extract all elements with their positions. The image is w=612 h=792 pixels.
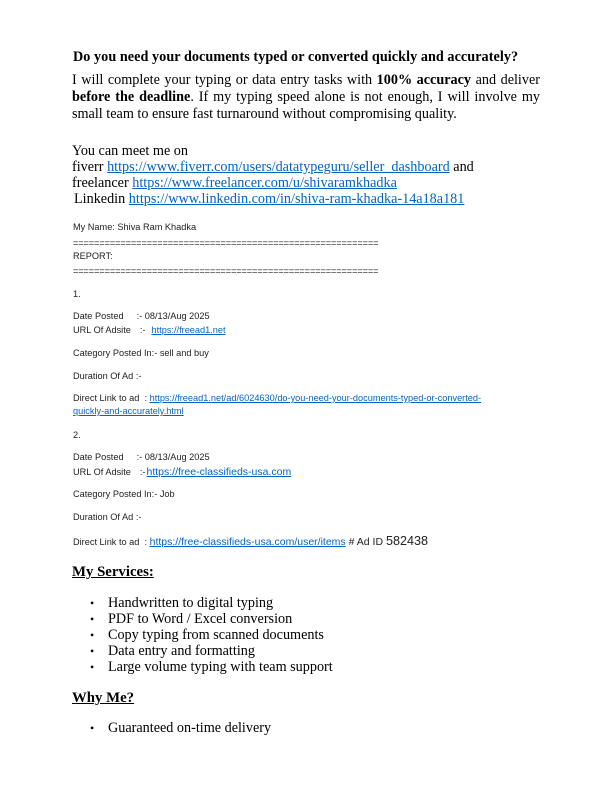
url-label: URL Of Adsite bbox=[73, 325, 131, 335]
service-text: PDF to Word / Excel conversion bbox=[108, 611, 293, 627]
entry-2-direct-link-url[interactable]: https://free-classifieds-usa.com/user/items bbox=[149, 536, 346, 548]
service-text: Data entry and formatting bbox=[108, 643, 255, 659]
intro-bold-deadline: before the deadline bbox=[72, 89, 191, 105]
services-list-item bbox=[90, 611, 333, 627]
url-sep: :- bbox=[139, 325, 146, 335]
bullet-icon: • bbox=[90, 596, 95, 610]
services-title: My Services: bbox=[72, 564, 154, 580]
report-name-line: My Name: Shiva Ram Khadka bbox=[73, 222, 197, 232]
date-value: :- 08/13/Aug 2025 bbox=[136, 311, 210, 321]
intro-bold-accuracy: 100% accuracy bbox=[376, 72, 472, 88]
contact-linkedin-line bbox=[74, 191, 464, 207]
services-list-item bbox=[90, 643, 333, 659]
page-heading: Do you need your documents typed or converted quickly and accurately? bbox=[73, 49, 519, 65]
bullet-icon: • bbox=[90, 644, 95, 658]
intro-text: I will complete your typing or data entry tasks with bbox=[72, 72, 377, 88]
service-text: Large volume typing with team support bbox=[108, 659, 333, 675]
report-title: REPORT: bbox=[73, 251, 113, 261]
entry-1-direct-link-cont bbox=[73, 406, 184, 416]
entry-1-date-posted bbox=[73, 311, 210, 321]
entry-1-direct-link-url[interactable]: https://freead1.net/ad/6024630/do-you-need-your-documents-typed-or-converted- bbox=[149, 393, 482, 403]
fiverr-link[interactable]: https://www.fiverr.com/users/datatypeguru/seller_dashboard bbox=[107, 159, 450, 175]
entry-2-duration: Duration Of Ad :- bbox=[73, 512, 142, 522]
services-list-item bbox=[90, 627, 333, 643]
report-separator: ========================================================== bbox=[73, 266, 379, 276]
date-value: :- 08/13/Aug 2025 bbox=[136, 452, 210, 462]
entry-2-number: 2. bbox=[73, 430, 81, 440]
ad-id-label: # Ad ID bbox=[345, 536, 386, 548]
why-me-title: Why Me? bbox=[72, 690, 135, 706]
service-text: Handwritten to digital typing bbox=[108, 595, 274, 611]
entry-1-category: Category Posted In:- sell and buy bbox=[73, 348, 209, 358]
intro-text: and deliver bbox=[471, 72, 540, 88]
linkedin-link[interactable]: https://www.linkedin.com/in/shiva-ram-khadka-14a18a181 bbox=[128, 191, 465, 207]
entry-1-direct-link bbox=[73, 393, 481, 403]
contact-freelancer-line bbox=[72, 175, 397, 191]
entry-1-duration: Duration Of Ad :- bbox=[73, 371, 142, 381]
url-sep: :- bbox=[139, 467, 146, 477]
contact-intro: You can meet me on bbox=[72, 143, 188, 159]
services-list bbox=[90, 595, 333, 675]
entry-2-date-posted bbox=[73, 452, 210, 462]
bullet-icon: • bbox=[90, 628, 95, 642]
why-me-list-item bbox=[90, 720, 271, 736]
report-separator: ========================================================== bbox=[73, 238, 379, 248]
bullet-icon: • bbox=[90, 721, 95, 735]
bullet-icon: • bbox=[90, 660, 95, 674]
entry-2-url-adsite bbox=[73, 466, 291, 478]
freelancer-label: freelancer bbox=[72, 175, 133, 191]
url-label: URL Of Adsite bbox=[73, 467, 131, 477]
linkedin-label: Linkedin bbox=[74, 191, 129, 207]
entry-1-adsite-link[interactable]: https://freead1.net bbox=[151, 325, 226, 335]
intro-paragraph bbox=[72, 72, 540, 123]
entry-2-adsite-link[interactable]: https://free-classifieds-usa.com bbox=[146, 466, 292, 478]
why-me-list bbox=[90, 720, 271, 736]
service-text: Copy typing from scanned documents bbox=[108, 627, 324, 643]
why-me-text: Guaranteed on-time delivery bbox=[108, 720, 272, 736]
services-list-item bbox=[90, 659, 333, 675]
fiverr-suffix: and bbox=[449, 159, 474, 175]
entry-1-url-adsite bbox=[73, 325, 226, 335]
entry-1-direct-link-url-cont[interactable]: quickly-and-accurately.html bbox=[73, 406, 184, 416]
direct-label: Direct Link to ad : bbox=[73, 537, 150, 547]
direct-label: Direct Link to ad : bbox=[73, 393, 150, 403]
entry-2-category: Category Posted In:- Job bbox=[73, 489, 175, 499]
entry-2-direct-link bbox=[73, 534, 428, 548]
fiverr-label: fiverr bbox=[72, 159, 108, 175]
contact-fiverr-line bbox=[72, 159, 474, 175]
freelancer-link[interactable]: https://www.freelancer.com/u/shivaramkhadka bbox=[132, 175, 397, 191]
services-list-item bbox=[90, 595, 333, 611]
date-label: Date Posted bbox=[73, 452, 124, 462]
date-label: Date Posted bbox=[73, 311, 124, 321]
ad-id-value: 582438 bbox=[385, 534, 428, 548]
entry-1-number: 1. bbox=[73, 289, 81, 299]
intro-text: . If my typing speed alone is not enough, I will involve my small team to ensure fast turnaround without compromising quality. bbox=[72, 89, 541, 122]
bullet-icon: • bbox=[90, 612, 95, 626]
